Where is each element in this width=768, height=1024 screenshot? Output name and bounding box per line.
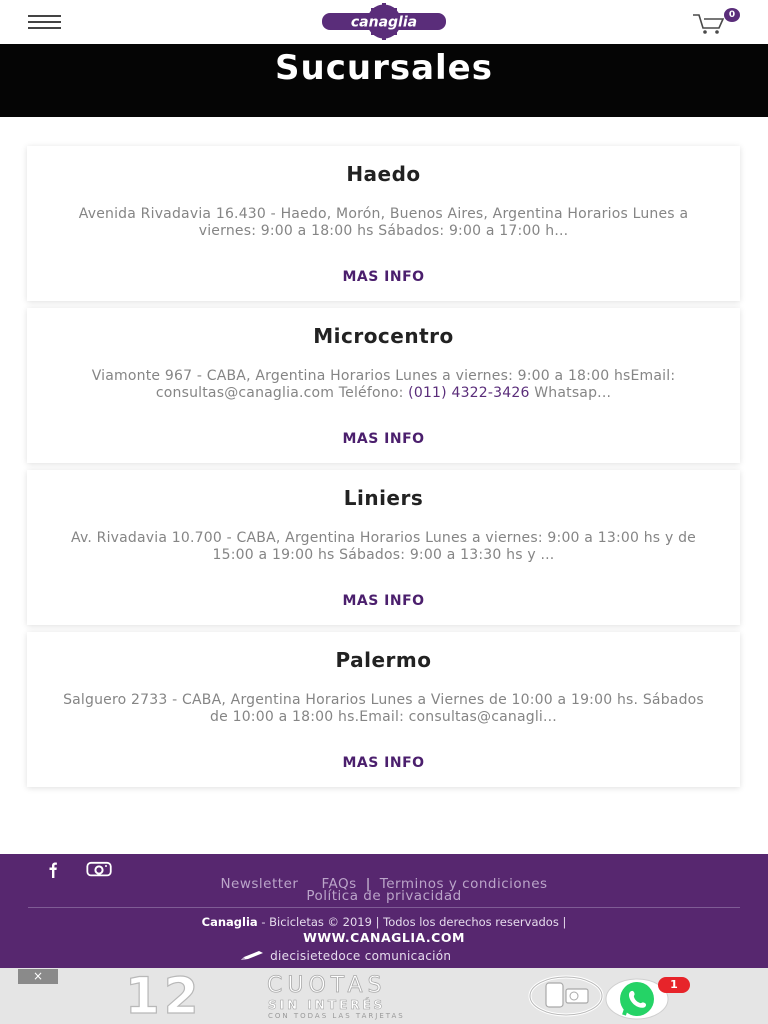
logo-text: canaglia <box>350 14 418 31</box>
branch-description-tail: Whatsap... <box>534 384 612 401</box>
promo-headline: CUOTAS <box>267 973 387 998</box>
hamburger-menu-icon[interactable] <box>28 15 61 29</box>
shopping-cart-icon <box>692 12 726 36</box>
privacy-link[interactable]: Política de privacidad <box>306 888 462 904</box>
website-link[interactable]: WWW.CANAGLIA.COM <box>303 930 465 945</box>
hand-card-badge-icon <box>528 975 604 1017</box>
mas-info-link[interactable]: MAS INFO <box>342 269 425 285</box>
cart-button[interactable] <box>692 8 750 36</box>
branch-card-haedo <box>27 146 740 301</box>
branch-description <box>55 368 712 401</box>
promo-caption: CON TODAS LAS TARJETAS <box>268 1012 405 1020</box>
footer-divider <box>28 907 740 908</box>
top-header <box>0 0 768 44</box>
branch-card-microcentro <box>27 308 740 463</box>
canaglia-logo[interactable] <box>322 3 446 40</box>
footer-brand: Canaglia <box>201 915 258 929</box>
close-banner-button[interactable]: × <box>18 969 58 984</box>
credit-text: diecisietedoce comunicación <box>270 949 452 963</box>
copyright <box>0 915 768 945</box>
copyright-text: - Bicicletas © 2019 | Todos los derechos reservados | <box>261 915 567 929</box>
branch-description: Av. Rivadavia 10.700 - CABA, Argentina Horarios Lunes a viernes: 9:00 a 13:00 hs y de 15:00 a 19:00 hs Sábados: 9:00 a 13:30 hs y ... <box>70 530 696 563</box>
branch-name: Palermo <box>335 648 432 672</box>
facebook-icon[interactable] <box>40 861 66 879</box>
site-footer <box>0 854 768 968</box>
link-separator: | <box>365 876 371 892</box>
mas-info-link[interactable]: MAS INFO <box>342 755 425 771</box>
branch-name: Liniers <box>343 486 424 510</box>
branch-card-palermo <box>27 632 740 787</box>
branch-card-liniers <box>27 470 740 625</box>
mas-info-link[interactable]: MAS INFO <box>342 431 425 447</box>
promo-subheadline: SIN INTERÉS <box>268 998 386 1012</box>
page-title-band <box>0 44 768 117</box>
faqs-link[interactable]: FAQs <box>321 876 357 892</box>
terms-link[interactable]: Terminos y condiciones <box>379 876 548 892</box>
branch-description: Salguero 2733 - CABA, Argentina Horarios Lunes a Viernes de 10:00 a 19:00 hs. Sábados de 10:00 a 18:00 hs.Email: consultas@canagli... <box>63 692 704 725</box>
branch-description: Avenida Rivadavia 16.430 - Haedo, Morón, Buenos Aires, Argentina Horarios Lunes a viernes: 9:00 a 18:00 hs Sábados: 9:00 a 17:00 h... <box>78 206 689 239</box>
branch-description-text: Viamonte 967 - CABA, Argentina Horarios Lunes a viernes: 9:00 a 18:00 hsEmail: consultas@canaglia.com Teléfono: <box>91 368 676 401</box>
instagram-icon[interactable] <box>86 861 112 879</box>
phone-link[interactable]: (011) 4322-3426 <box>408 384 530 401</box>
agency-credit[interactable] <box>240 949 540 963</box>
branch-name: Haedo <box>346 162 421 186</box>
installments-number: 12 <box>125 967 203 1024</box>
pencil-icon <box>240 950 266 961</box>
newsletter-link[interactable]: Newsletter <box>220 876 299 892</box>
branch-name: Microcentro <box>313 324 454 348</box>
footer-links <box>0 878 768 902</box>
cart-count-badge: 0 <box>724 8 740 22</box>
page-title: Sucursales <box>275 48 493 88</box>
mas-info-link[interactable]: MAS INFO <box>342 593 425 609</box>
whatsapp-notification-badge: 1 <box>658 977 690 993</box>
